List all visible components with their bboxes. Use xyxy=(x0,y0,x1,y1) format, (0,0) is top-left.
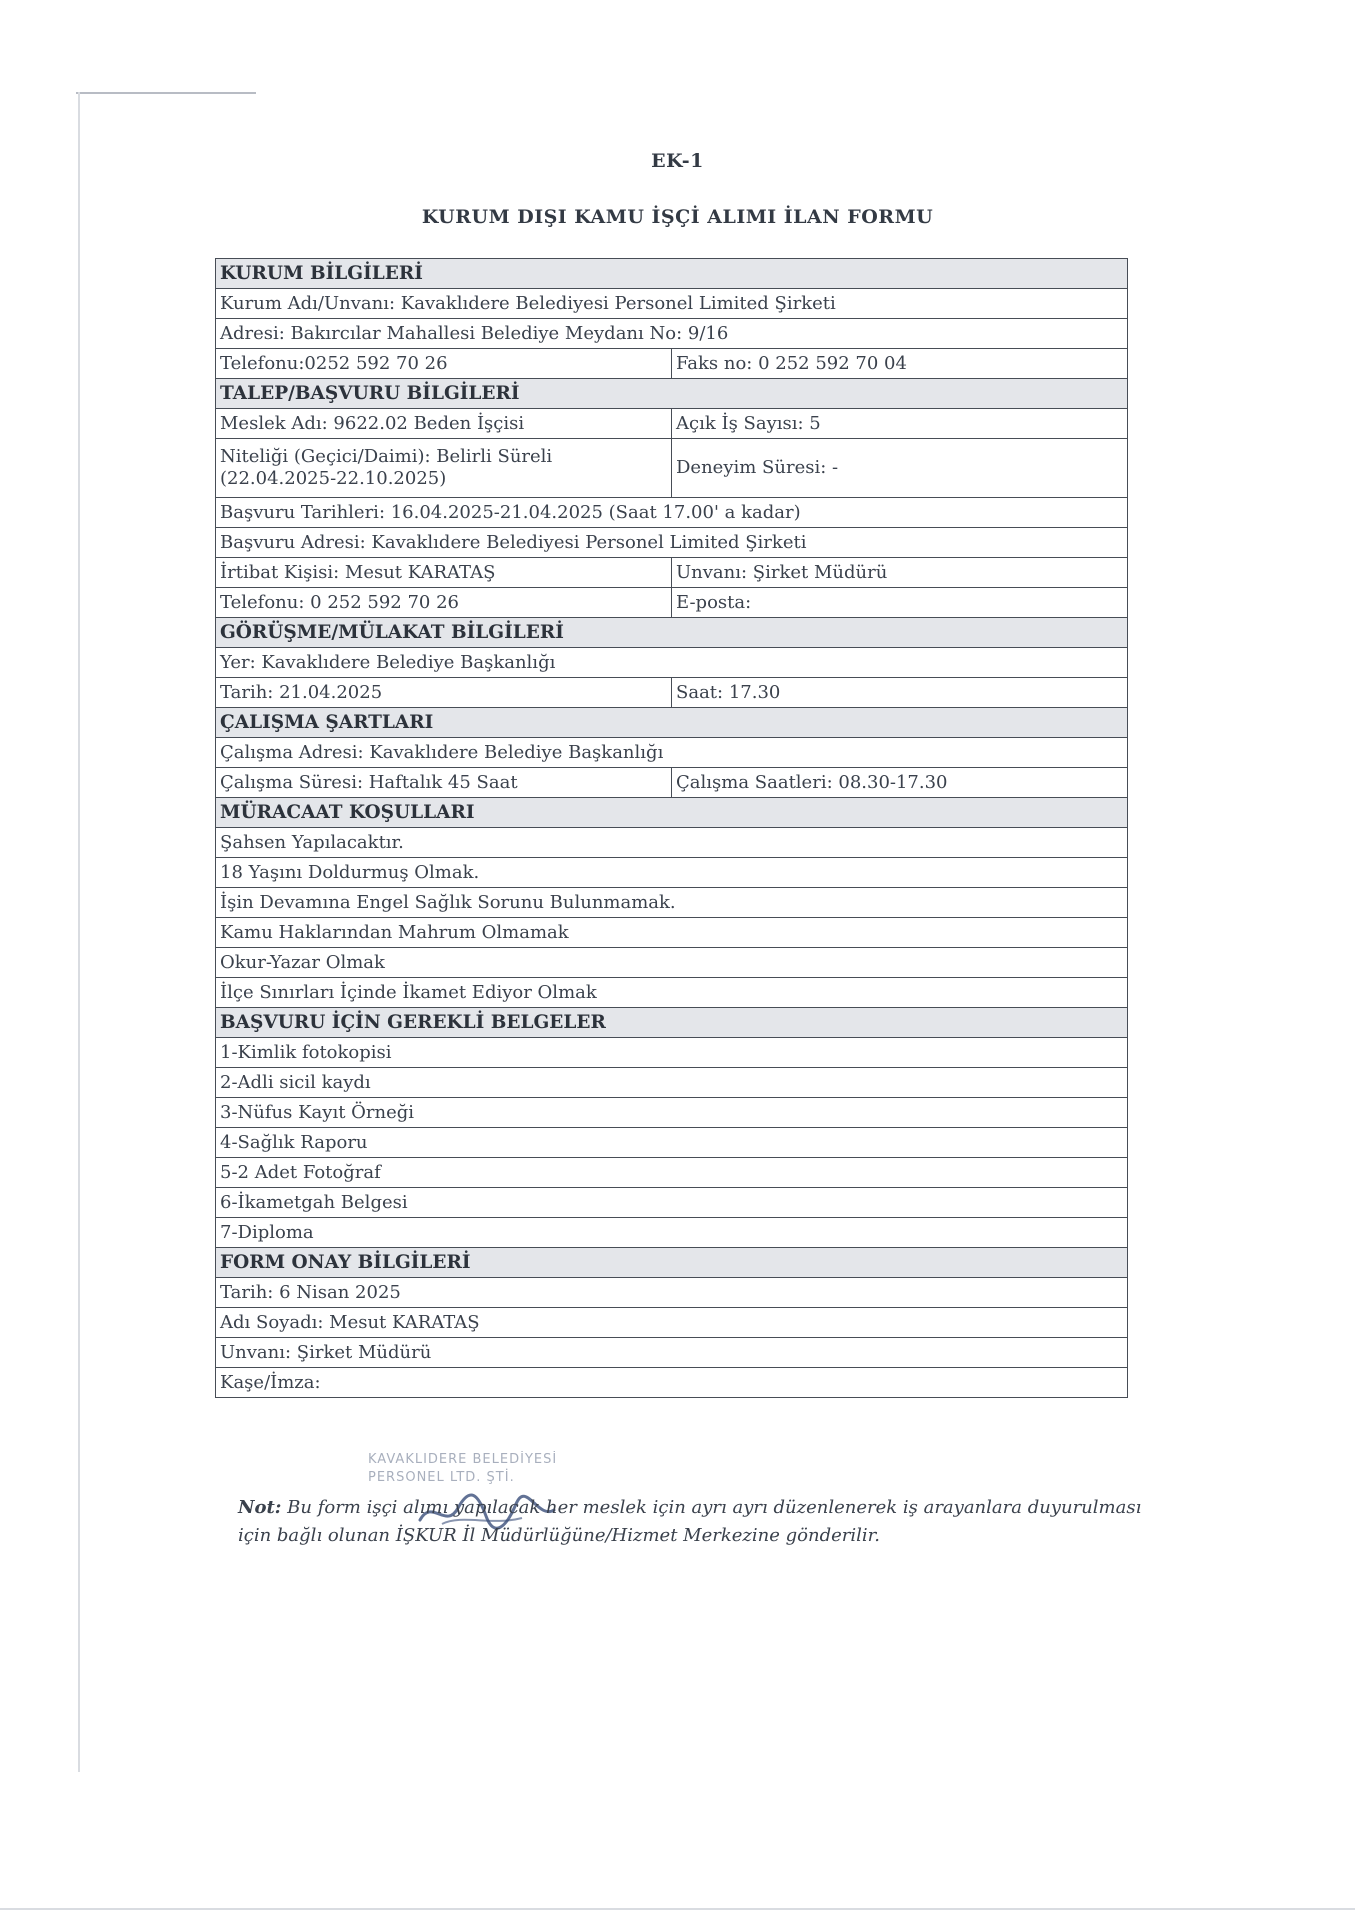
muracaat-item: Okur-Yazar Olmak xyxy=(216,948,1128,978)
basvuru-tarihleri: Başvuru Tarihleri: 16.04.2025-21.04.2025 (Saat 17.00' a kadar) xyxy=(216,498,1128,528)
scan-edge-bottom xyxy=(0,1908,1355,1910)
table-row xyxy=(216,738,1128,768)
table-row xyxy=(216,528,1128,558)
table-row xyxy=(216,498,1128,528)
scan-edge-left xyxy=(78,92,80,1772)
meslek-adi: Meslek Adı: 9622.02 Beden İşçisi xyxy=(216,409,672,439)
table-row xyxy=(216,918,1128,948)
table-row xyxy=(216,1338,1128,1368)
kurum-adi: Kurum Adı/Unvanı: Kavaklıdere Belediyesi Personel Limited Şirketi xyxy=(216,289,1128,319)
basvuru-adresi: Başvuru Adresi: Kavaklıdere Belediyesi Personel Limited Şirketi xyxy=(216,528,1128,558)
table-row xyxy=(216,828,1128,858)
belge-item: 6-İkametgah Belgesi xyxy=(216,1188,1128,1218)
table-row xyxy=(216,648,1128,678)
gorusme-yer: Yer: Kavaklıdere Belediye Başkanlığı xyxy=(216,648,1128,678)
table-row xyxy=(216,1188,1128,1218)
section-row-onay xyxy=(216,1248,1128,1278)
muracaat-item: İlçe Sınırları İçinde İkamet Ediyor Olmak xyxy=(216,978,1128,1008)
section-row-belgeler xyxy=(216,1008,1128,1038)
table-row xyxy=(216,1368,1128,1398)
footnote xyxy=(238,1494,1158,1550)
calisma-saatleri: Çalışma Saatleri: 08.30-17.30 xyxy=(672,768,1128,798)
onay-tarih: Tarih: 6 Nisan 2025 xyxy=(216,1278,1128,1308)
belge-item: 5-2 Adet Fotoğraf xyxy=(216,1158,1128,1188)
section-title-calisma: ÇALIŞMA ŞARTLARI xyxy=(216,708,1128,738)
table-row xyxy=(216,439,1128,498)
muracaat-item: 18 Yaşını Doldurmuş Olmak. xyxy=(216,858,1128,888)
gorusme-tarih: Tarih: 21.04.2025 xyxy=(216,678,672,708)
stamp-line-1: KAVAKLIDERE BELEDİYESİ xyxy=(368,1452,558,1467)
acik-is-sayisi: Açık İş Sayısı: 5 xyxy=(672,409,1128,439)
section-row-muracaat xyxy=(216,798,1128,828)
section-title-onay: FORM ONAY BİLGİLERİ xyxy=(216,1248,1128,1278)
table-row xyxy=(216,678,1128,708)
footnote-label: Not: xyxy=(238,1497,282,1518)
table-row xyxy=(216,1158,1128,1188)
belge-item: 2-Adli sicil kaydı xyxy=(216,1068,1128,1098)
table-row xyxy=(216,1098,1128,1128)
table-row xyxy=(216,858,1128,888)
table-row xyxy=(216,319,1128,349)
section-title-gorusme: GÖRÜŞME/MÜLAKAT BİLGİLERİ xyxy=(216,618,1128,648)
form-title: KURUM DIŞI KAMU İŞÇİ ALIMI İLAN FORMU xyxy=(421,206,934,228)
table-row xyxy=(216,1128,1128,1158)
table-row xyxy=(216,888,1128,918)
kurum-telefon: Telefonu:0252 592 70 26 xyxy=(216,349,672,379)
table-row xyxy=(216,978,1128,1008)
scan-edge-top xyxy=(76,92,256,94)
table-row xyxy=(216,588,1128,618)
belge-item: 1-Kimlik fotokopisi xyxy=(216,1038,1128,1068)
muracaat-item: İşin Devamına Engel Sağlık Sorunu Bulunmamak. xyxy=(216,888,1128,918)
table-row xyxy=(216,349,1128,379)
niteligi: Niteliği (Geçici/Daimi): Belirli Süreli (22.04.2025-22.10.2025) xyxy=(216,439,672,498)
section-title-kurum: KURUM BİLGİLERİ xyxy=(216,259,1128,289)
table-row xyxy=(216,409,1128,439)
onay-adi-soyadi: Adı Soyadı: Mesut KARATAŞ xyxy=(216,1308,1128,1338)
announcement-form-table xyxy=(215,258,1128,1398)
table-row xyxy=(216,1218,1128,1248)
muracaat-item: Şahsen Yapılacaktır. xyxy=(216,828,1128,858)
stamp-line-2: PERSONEL LTD. ŞTİ. xyxy=(368,1470,515,1485)
table-row xyxy=(216,1038,1128,1068)
section-title-talep: TALEP/BAŞVURU BİLGİLERİ xyxy=(216,379,1128,409)
irtibat-unvan: Unvanı: Şirket Müdürü xyxy=(672,558,1128,588)
belge-item: 7-Diploma xyxy=(216,1218,1128,1248)
table-row xyxy=(216,1308,1128,1338)
calisma-suresi: Çalışma Süresi: Haftalık 45 Saat xyxy=(216,768,672,798)
section-title-muracaat: MÜRACAAT KOŞULLARI xyxy=(216,798,1128,828)
section-title-belgeler: BAŞVURU İÇİN GEREKLİ BELGELER xyxy=(216,1008,1128,1038)
annex-label: EK-1 xyxy=(651,150,704,172)
onay-unvan: Unvanı: Şirket Müdürü xyxy=(216,1338,1128,1368)
section-row-gorusme xyxy=(216,618,1128,648)
section-row-calisma xyxy=(216,708,1128,738)
section-row-kurum xyxy=(216,259,1128,289)
calisma-adresi: Çalışma Adresi: Kavaklıdere Belediye Başkanlığı xyxy=(216,738,1128,768)
irtibat-kisisi: İrtibat Kişisi: Mesut KARATAŞ xyxy=(216,558,672,588)
muracaat-item: Kamu Haklarından Mahrum Olmamak xyxy=(216,918,1128,948)
deneyim-suresi: Deneyim Süresi: - xyxy=(672,439,1128,498)
footnote-text: Bu form işçi alımı yapılacak her meslek için ayrı ayrı düzenlenerek iş arayanlara duyurulması için bağlı olunan İŞKUR İl Müdürlüğüne/Hizmet Merkezine gönderilir. xyxy=(238,1497,1142,1546)
onay-kase-imza: Kaşe/İmza: xyxy=(216,1368,1128,1398)
table-row xyxy=(216,289,1128,319)
table-row xyxy=(216,558,1128,588)
section-row-talep xyxy=(216,379,1128,409)
table-row xyxy=(216,1068,1128,1098)
irtibat-eposta: E-posta: xyxy=(672,588,1128,618)
table-row xyxy=(216,768,1128,798)
belge-item: 4-Sağlık Raporu xyxy=(216,1128,1128,1158)
kurum-faks: Faks no: 0 252 592 70 04 xyxy=(672,349,1128,379)
kurum-adres: Adresi: Bakırcılar Mahallesi Belediye Meydanı No: 9/16 xyxy=(216,319,1128,349)
table-row xyxy=(216,1278,1128,1308)
gorusme-saat: Saat: 17.30 xyxy=(672,678,1128,708)
irtibat-telefon: Telefonu: 0 252 592 70 26 xyxy=(216,588,672,618)
belge-item: 3-Nüfus Kayıt Örneği xyxy=(216,1098,1128,1128)
table-row xyxy=(216,948,1128,978)
